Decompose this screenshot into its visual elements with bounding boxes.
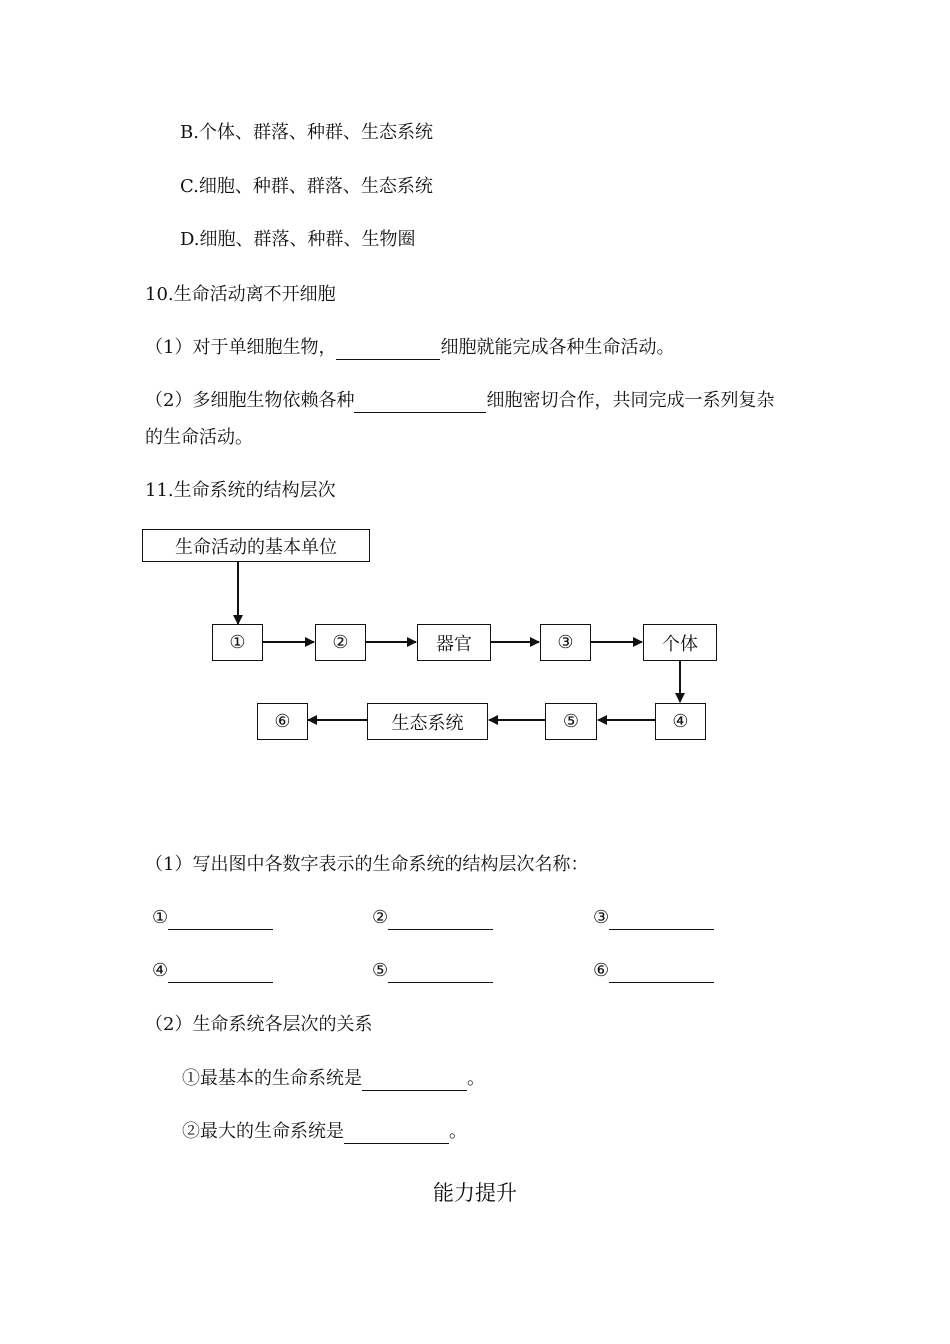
q10-p2-text-after: 细胞密切合作，共同完成一系列复杂 — [486, 390, 775, 411]
answer-3-label: ③ — [593, 907, 610, 928]
diagram-box-2: ② — [315, 624, 366, 661]
answer-2-blank[interactable] — [388, 909, 493, 930]
q10-p1-text-before: （1）对于单细胞生物， — [145, 337, 337, 358]
relation-1 — [182, 1067, 485, 1091]
question-10-title: 10.生命活动离不开细胞 — [145, 284, 336, 305]
relation-1-end: 。 — [467, 1068, 485, 1089]
diagram-box-basic-unit: 生命活动的基本单位 — [142, 529, 370, 562]
relation-2-end: 。 — [449, 1121, 467, 1142]
question-10-part-2-continued: 的生命活动。 — [145, 427, 253, 448]
relation-2-blank[interactable] — [344, 1123, 449, 1144]
question-11-sub-2: （2）生命系统各层次的关系 — [145, 1014, 373, 1035]
question-11-sub-1: （1）写出图中各数字表示的生命系统的结构层次名称： — [145, 854, 589, 875]
diagram-box-individual: 个体 — [643, 624, 717, 661]
relation-1-text: ①最基本的生命系统是 — [182, 1068, 362, 1089]
q10-p2-text-before: （2）多细胞生物依赖各种 — [145, 390, 355, 411]
diagram-box-organ: 器官 — [417, 624, 491, 661]
answer-6-blank[interactable] — [609, 962, 714, 983]
answer-3-blank[interactable] — [609, 909, 714, 930]
relation-1-blank[interactable] — [362, 1070, 467, 1091]
answer-6 — [593, 959, 714, 983]
option-b: B.个体、群落、种群、生态系统 — [180, 122, 433, 143]
section-title: 能力提升 — [433, 1181, 517, 1205]
answer-5-blank[interactable] — [388, 962, 493, 983]
diagram-box-ecosystem: 生态系统 — [367, 703, 488, 740]
answer-6-label: ⑥ — [593, 960, 610, 981]
option-c: C.细胞、种群、群落、生态系统 — [180, 176, 433, 197]
diagram-box-1: ① — [212, 624, 263, 661]
answer-3 — [593, 906, 714, 930]
diagram-box-4: ④ — [655, 703, 706, 740]
diagram-box-5: ⑤ — [545, 703, 597, 740]
answer-4-label: ④ — [152, 960, 169, 981]
answer-2-label: ② — [372, 907, 389, 928]
option-d: D.细胞、群落、种群、生物圈 — [180, 229, 416, 250]
relation-2 — [182, 1120, 467, 1144]
answer-4-blank[interactable] — [168, 962, 273, 983]
question-11-title: 11.生命系统的结构层次 — [145, 480, 336, 501]
diagram-box-3: ③ — [540, 624, 591, 661]
answer-1-label: ① — [152, 907, 169, 928]
diagram-box-6: ⑥ — [257, 703, 308, 740]
answer-1-blank[interactable] — [168, 909, 273, 930]
q10-p1-text-after: 细胞就能完成各种生命活动。 — [440, 337, 675, 358]
answer-2 — [372, 906, 493, 930]
answer-5-label: ⑤ — [372, 960, 389, 981]
relation-2-text: ②最大的生命系统是 — [182, 1121, 344, 1142]
answer-1 — [152, 906, 273, 930]
answer-4 — [152, 959, 273, 983]
answer-5 — [372, 959, 493, 983]
